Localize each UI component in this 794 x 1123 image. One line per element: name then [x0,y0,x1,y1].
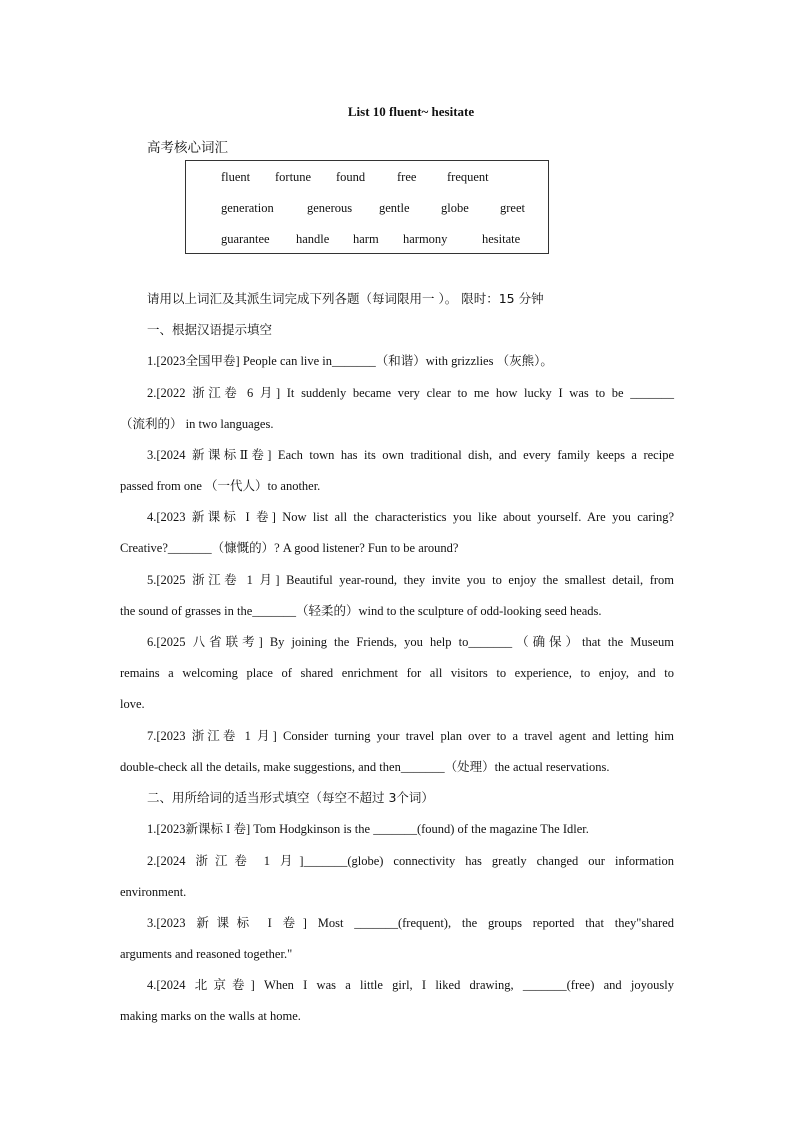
vocab-word: globe [441,201,469,215]
question-line: passed from one （一代人）to another. [120,479,321,493]
vocab-word: greet [500,201,525,215]
question-line: Creative?_______（慷慨的）? A good listener? Fun to be around? [120,541,459,555]
question-line: environment. [120,885,187,899]
question-line: 7.[2023 浙江卷 1 月] Consider turning your travel plan over to a travel agent and letting him [147,729,674,743]
question-line: arguments and reasoned together." [120,947,293,961]
question-line: 5.[2025 浙江卷 1 月] Beautiful year-round, they invite you to enjoy the smallest detail, from [147,573,674,587]
question-line: （流利的） in two languages. [120,417,274,431]
vocab-word: fortune [275,170,312,184]
vocab-word: frequent [447,170,489,184]
vocab-label: 高考核心词汇 [147,140,228,156]
vocab-word: harmony [403,232,448,246]
question-line: 2.[2024 浙江卷 1 月]_______(globe) connectivity has greatly changed our information [147,854,674,868]
question-line: 4.[2024 北京卷] When I was a little girl, I liked drawing, _______(free) and joyously [147,978,674,992]
question-line: remains a welcoming place of shared enrichment for all visitors to experience, to enjoy, and to [120,666,674,680]
vocab-word: free [397,170,417,184]
question-line: 4.[2023 新课标 I 卷] Now list all the characteristics you like about yourself. Are you caring? [147,510,674,524]
question-line: double-check all the details, make suggestions, and then_______（处理）the actual reservations. [120,760,610,774]
question-line: making marks on the walls at home. [120,1009,301,1023]
section-heading: 一、根据汉语提示填空 [147,322,273,337]
vocab-word: fluent [221,170,251,184]
page-title: List 10 fluent~ hesitate [347,104,475,119]
question-line: 2.[2022 浙江卷 6 月] It suddenly became very clear to me how lucky I was to be _______ [147,386,674,400]
question-line: 1.[2023新课标 I 卷] Tom Hodgkinson is the _______(found) of the magazine The Idler. [147,822,589,836]
vocab-word: handle [296,232,330,246]
vocab-box [185,160,549,254]
section-heading: 二、用所给词的适当形式填空（每空不超过 3个词） [147,790,434,805]
vocab-word: hesitate [482,232,521,246]
vocab-word: harm [353,232,379,246]
vocab-word: generous [307,201,353,215]
question-line: 3.[2024 新课标Ⅱ卷] Each town has its own traditional dish, and every family keeps a recipe [147,448,674,462]
vocab-word: generation [221,201,274,215]
instruction: 请用以上词汇及其派生词完成下列各题（每词限用一 ）。 限时：15 分钟 [147,291,544,306]
vocab-word: gentle [379,201,410,215]
vocab-word: guarantee [221,232,270,246]
question-line: 6.[2025 八省联考] By joining the Friends, you help to_______（确保）that the Museum [147,635,674,649]
question-line: love. [120,697,145,711]
vocab-word: found [336,170,366,184]
question-line: 1.[2023全国甲卷] People can live in_______（和谐）with grizzlies （灰熊）。 [147,354,553,368]
question-line: the sound of grasses in the_______（轻柔的）wind to the sculpture of odd-looking seed heads. [120,604,602,618]
question-line: 3.[2023 新课标 I 卷] Most _______(frequent), the groups reported that they"shared [147,916,674,930]
